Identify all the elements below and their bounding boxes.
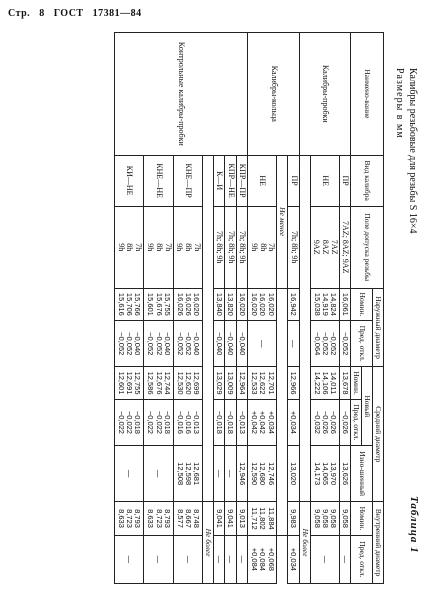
table-row	[288, 33, 299, 584]
gauge-type: КНЕ—НЕ	[144, 155, 173, 206]
mid-nom-cell: 12,755 12,691 12,601	[114, 367, 143, 399]
mid-dev-cell: −0,018	[225, 399, 236, 445]
note-ne-bolee: Не более	[299, 502, 310, 584]
tolerance-cell: 7h 8h 9h	[173, 206, 202, 288]
rotated-table-page	[32, 28, 422, 588]
tolerance-cell: 7h; 8h; 9h	[236, 206, 247, 288]
outer-dev-cell: −0,040	[225, 321, 236, 367]
mid-nom-cell: 13,009	[225, 367, 236, 399]
note-empty	[203, 155, 214, 502]
table-subtitle: Размеры в мм	[394, 68, 405, 139]
tolerance-cell: 7h; 8h; 9h	[213, 206, 224, 288]
inner-dev-cell: —	[114, 535, 143, 583]
gauge-type: КПР—ПР	[236, 155, 247, 206]
col-header-new: Новый	[362, 367, 373, 446]
inner-dev-cell: —	[310, 535, 339, 583]
outer-dev-cell: —	[288, 321, 299, 367]
outer-dev-cell: −0,040	[213, 321, 224, 367]
mid-dev-cell: −0,018 −0,022 −0,022	[114, 399, 143, 445]
inner-nom-cell: 9,058 9,058 9,058	[310, 502, 339, 536]
worn-cell: —	[144, 446, 173, 502]
outer-nom-cell: 16,061	[339, 288, 350, 320]
table-title: Калибры резьбовые для резьбы S 16×4	[407, 68, 418, 234]
outer-dev-cell: −0,052	[339, 321, 350, 367]
mid-dev-cell: −0,013	[236, 399, 247, 445]
mid-dev-cell: −0,026	[339, 399, 350, 445]
mid-nom-cell: 12,701 12,622 12,533	[248, 367, 277, 399]
gauge-type: ПР	[339, 155, 350, 206]
gauge-type: НЕ	[310, 155, 339, 206]
mid-nom-cell: 13,029	[213, 367, 224, 399]
inner-dev-cell: —	[213, 535, 224, 583]
col-header-name: Наимено-вание	[351, 33, 384, 156]
inner-dev-cell: —	[144, 535, 173, 583]
outer-dev-cell: −0,040	[236, 321, 247, 367]
table-row	[236, 33, 247, 584]
outer-nom-cell: 15,755 15,676 15,601	[144, 288, 173, 320]
gauge-table	[114, 32, 384, 584]
group-label: Калибры-кольца	[248, 33, 300, 156]
tolerance-cell: 7h; 8h; 9h	[288, 206, 299, 288]
gauge-type: КИ—НЕ	[114, 155, 143, 206]
outer-nom-cell: 13,840	[213, 288, 224, 320]
table-row	[339, 33, 350, 584]
inner-nom-cell: 11,884 11,802 11,712	[248, 502, 277, 536]
mid-nom-cell: 12,699 12,620 12,530	[173, 367, 202, 399]
mid-nom-cell: 12,964	[236, 367, 247, 399]
inner-nom-cell: 9,983	[288, 502, 299, 536]
worn-cell: 12,746 12,680 12,590	[248, 446, 277, 502]
inner-dev-cell: —	[236, 535, 247, 583]
worn-cell: —	[213, 446, 224, 502]
outer-nom-cell: 16,020 16,026 16,026	[173, 288, 202, 320]
mid-dev-cell: −0,013 −0,016 −0,016	[173, 399, 202, 445]
inner-nom-cell: 8,793 8,723 8,633	[114, 502, 143, 536]
outer-dev-cell: −0,040 −0,052 −0,052	[173, 321, 202, 367]
tolerance-cell: 7AZ 8AZ 9AZ	[310, 206, 339, 288]
mid-dev-cell: −0,026 −0,026 −0,032	[310, 399, 339, 445]
inner-nom-cell: 8,748 8,667 8,577	[173, 502, 202, 536]
group-label: Контрольные калибры-пробки	[114, 33, 247, 156]
inner-nom-cell: 9,041	[213, 502, 224, 536]
standard-code: 17381—84	[92, 8, 142, 19]
tolerance-cell: 7AZ; 8AZ; 9AZ	[339, 206, 350, 288]
note-ne-menee: Не менее	[277, 155, 288, 288]
page-number: 8	[39, 8, 45, 19]
gauge-type: КПР—НЕ	[225, 155, 236, 206]
worn-cell: —	[114, 446, 143, 502]
table-body	[114, 33, 351, 584]
gauge-type: КНЕ—ПР	[173, 155, 202, 206]
col-header-outer-dev: Пред. откл.	[351, 321, 373, 367]
mid-nom-cell: 13,678	[339, 367, 350, 399]
inner-nom-cell: 9,013	[236, 502, 247, 536]
mid-dev-cell: +0,034	[288, 399, 299, 445]
outer-nom-cell: 16,020 16,020 16,020	[248, 288, 277, 320]
note-empty	[299, 155, 310, 502]
group-label: Калибры-пробки	[299, 33, 351, 156]
inner-dev-cell: +0,068 +0,084 +0,084	[248, 535, 277, 583]
inner-dev-cell: —	[225, 535, 236, 583]
col-header-outer-nom: Номин.	[351, 288, 373, 320]
col-header-mid-nom: Номин.	[351, 367, 362, 399]
col-header-tolerance: Поле допуска резьбы	[351, 206, 384, 288]
outer-nom-cell: 13,820	[225, 288, 236, 320]
gauge-type: К—И	[213, 155, 224, 206]
note-empty	[277, 288, 288, 535]
col-header-inner-nom: Номин.	[351, 502, 373, 536]
tolerance-cell: 7h 8h 9h	[248, 206, 277, 288]
col-header-worn: Изно-шенный	[351, 446, 373, 502]
col-header-inner: Внутренний диаметр	[373, 502, 384, 584]
page-label: Стр.	[8, 8, 31, 19]
tolerance-cell: 7h; 8h; 9h	[225, 206, 236, 288]
note-ne-bolee: Не более	[203, 502, 214, 584]
worn-cell: —	[225, 446, 236, 502]
outer-nom-cell: 14,824 14,919 15,038	[310, 288, 339, 320]
col-header-outer: Наружный диаметр	[373, 288, 384, 367]
gauge-type: ПР	[288, 155, 299, 206]
worn-cell: 13,970 14,065 14,173	[310, 446, 339, 502]
worn-cell: 12,946	[236, 446, 247, 502]
mid-dev-cell: −0,018	[213, 399, 224, 445]
worn-cell: 13,626	[339, 446, 350, 502]
col-header-middle: Средний диаметр	[373, 367, 384, 502]
col-header-mid-dev: Пред. откл.	[351, 399, 362, 445]
standard-label: ГОСТ	[53, 8, 84, 19]
tolerance-cell: 7h 8h 9h	[144, 206, 173, 288]
mid-nom-cell: 14,011 14,106 14,222	[310, 367, 339, 399]
outer-dev-cell: −0,040 −0,052 −0,052	[114, 321, 143, 367]
outer-dev-cell: −0,052 −0,052 −0,064	[310, 321, 339, 367]
inner-nom-cell: 9,041	[225, 502, 236, 536]
mid-nom-cell: 12,744 12,676 12,586	[144, 367, 173, 399]
table-number: Таблица 1	[408, 496, 420, 554]
tolerance-cell: 7h 8h 9h	[114, 206, 143, 288]
outer-dev-cell: —	[248, 321, 277, 367]
inner-dev-cell: —	[339, 535, 350, 583]
outer-dev-cell: −0,040 −0,052 −0,052	[144, 321, 173, 367]
outer-nom-cell: 16,020	[236, 288, 247, 320]
inner-dev-cell: —	[173, 535, 202, 583]
inner-nom-cell: 9,058	[339, 502, 350, 536]
mid-dev-cell: −0,018 −0,022 −0,022	[144, 399, 173, 445]
col-header-inner-dev: Пред. откл.	[351, 535, 373, 583]
col-header-type: Вид калибра	[351, 155, 384, 206]
worn-cell: 12,681 12,598 12,508	[173, 446, 202, 502]
page-header	[8, 8, 148, 19]
mid-nom-cell: 12,966	[288, 367, 299, 399]
worn-cell: 13,020	[288, 446, 299, 502]
outer-nom-cell: 16,942	[288, 288, 299, 320]
inner-dev-cell: +0,034	[288, 535, 299, 583]
gauge-type: НЕ	[248, 155, 277, 206]
outer-nom-cell: 15,766 15,706 15,616	[114, 288, 143, 320]
mid-dev-cell: +0,034 +0,042 +0,042	[248, 399, 277, 445]
inner-nom-cell: 8,793 8,723 8,633	[144, 502, 173, 536]
